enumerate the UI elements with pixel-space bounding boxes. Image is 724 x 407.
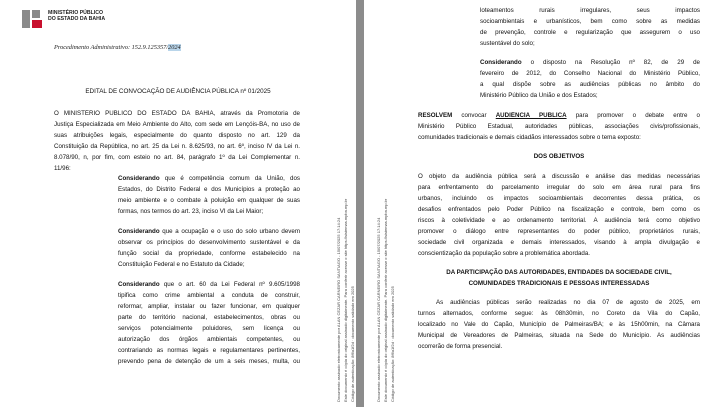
left-page-text-line: Considerando que é competência comum da União, dos — [118, 175, 300, 182]
left-page-text-line: Considerando que a ocupação e o uso do solo urbano devem — [118, 228, 300, 235]
right-page-text-line: turnos alternados, conforme segue: às 08h30min, no Coreto da Vila do Capão, — [418, 310, 700, 317]
right-page-text-line: ocorrerão de forma presencial. — [418, 343, 503, 350]
procedure-number: 152.9.125357/ — [131, 44, 169, 51]
right-page-text-line: DOS OBJETIVOS — [533, 153, 585, 160]
right-page-text-line: localizado no Vale do Capão, Município de Palmeiras/BA; e às 15h00min, na Câmara — [418, 321, 700, 328]
left-page-text-line: serviços potencialmente poluidores, sem licença ou — [118, 325, 300, 332]
right-page-text-line: riscos à coletividade e ao ordenamento territorial. A audiência terá como objetivo — [418, 217, 700, 224]
left-page-text-line: parte do território nacional, estabelecimentos, obras ou — [118, 314, 300, 321]
right-page-text-line: fevereiro de 2012, do Conselho Nacional do Ministério Público, — [480, 70, 700, 77]
left-page-text-line: autorização dos órgãos ambientais competentes, ou — [118, 336, 300, 343]
right-page-text-line: O objeto da audiência pública será a discussão e análise das medidas necessárias — [418, 173, 700, 180]
left-page-text-line: observar os princípios do desenvolvimento sustentável e da — [118, 239, 300, 246]
right-page-text-line: urbanos, incluindo os impactos socioambientais decorrentes dessa prática, os — [418, 195, 700, 202]
signature-stamp: Código de autenticação: 8f6a1f2d · documento validado em 2025 — [390, 286, 395, 402]
right-page-text-line: socioambientais e urbanísticos, bem como sobre as medidas — [480, 18, 700, 25]
left-page-text-line: tipifica como crime ambiental a conduta de construir, — [118, 292, 300, 299]
right-page-text-line: Ministério Público da União e dos Estados; — [480, 92, 598, 99]
right-page-text-line: a qual dispõe sobre as audiências públicas no âmbito do — [480, 81, 700, 88]
right-page-text-line: conscientização da população sobre a problemática abordada. — [418, 250, 590, 257]
right-page-text-line: Considerando o disposto na Resolução nº 82, de 29 de — [480, 59, 700, 66]
signature-stamp: Documento assinado eletronicamente por ALAN CEZAR CARNEIRO SANTIAGO - 15/07/2025 17:14:24 — [336, 217, 341, 402]
org-line-2: DO ESTADO DA BAHIA — [48, 16, 106, 22]
right-page-text-line: COMUNIDADES TRADICIONAIS E PESSOAS INTERESSADAS — [468, 280, 650, 287]
left-page-text-line: contrariando as normas legais e regulamentares pertinentes, — [118, 347, 300, 354]
right-page-text-line: sociedade civil organizada e demais interessados, visando à ampla divulgação e — [418, 239, 700, 246]
procedure-year-highlight: 2024 — [168, 44, 181, 51]
right-page-text-line: DA PARTICIPAÇÃO DAS AUTORIDADES, ENTIDADES DA SOCIEDADE CIVIL, — [446, 269, 672, 276]
left-page-text-line: Constituição Federal e no Estatuto da Cidade; — [118, 261, 245, 268]
right-page-text-line: loteamentos rurais irregulares, seus impactos — [480, 7, 700, 14]
procedure-label: Procedimento Administrativo: — [54, 44, 131, 51]
right-page-text-line: de prevenção, controle e regularização que assegurem o uso — [480, 29, 700, 36]
right-page-text-line: Ministério Público Estadual, autoridades públicas, associações civis/profissionais, — [418, 123, 700, 130]
signature-stamp: Este documento é cópia do original assinado digitalmente. Para conferir acesse o site https://sistemas.mpba.mp.br — [383, 198, 388, 402]
left-page-text-line: suas atribuições legais, especialmente do quanto disposto no art. 129 da — [54, 132, 300, 139]
right-page-text-line: promover o diálogo entre representantes do poder público, proprietários rurais, — [418, 228, 700, 235]
left-page-text-line: função social da propriedade, conforme estabelecido na — [118, 250, 300, 257]
org-line-1: MINISTÉRIO PÚBLICO — [48, 10, 104, 16]
left-page-text-line: O MINISTÉRIO PÚBLICO DO ESTADO DA BAHIA, através da Promotoria de — [54, 110, 300, 117]
left-page-text-line: Constituição da República, no art. 25 da Lei n. 8.625/93, no art. 6º, inciso IV da Lei n. — [54, 143, 300, 150]
left-page-text-line: 11/96: — [54, 165, 71, 172]
procedure-reference — [54, 44, 181, 51]
left-page-text-line: 8.078/90, n, por fim, com esteio no art. 84, parágrafo 1º da Lei Complementar n. — [54, 154, 300, 161]
right-page-text-line: comunidades tradicionais e demais cidadãos interessados sobre o tema exposto: — [418, 134, 641, 141]
organization-name — [48, 10, 105, 22]
right-page-text-line: sustentável do solo; — [480, 40, 535, 47]
right-page-text-line: para enfrentamento do parcelamento irregular do solo em área rural para fins — [418, 184, 700, 191]
right-page-text-line: As audiências públicas serão realizadas no dia 07 de agosto de 2025, em — [436, 299, 700, 306]
left-page-text-line: Justiça Especializada em Meio Ambiente do Alto, com sede em Lençóis-BA, no uso de — [54, 121, 300, 128]
page-gap — [356, 0, 364, 407]
left-page-text-line: Considerando que o art. 60 da Lei Federal nº 9.605/1998 — [118, 281, 300, 288]
left-page-text-line: Estados, do Distrito Federal e dos Municípios a proteção ao — [118, 186, 300, 193]
signature-stamp: Código de autenticação: 8f6a1f2d · documento validado em 2025 — [350, 286, 355, 402]
left-page-text-line: formas, nos termos do art. 23, inciso VI da Lei Maior; — [118, 208, 264, 215]
left-page-text-line: meio ambiente e o combate à poluição em qualquer de suas — [118, 197, 300, 204]
signature-stamp: Documento assinado eletronicamente por ALAN CEZAR CARNEIRO SANTIAGO - 15/07/2025 17:14:24 — [376, 217, 381, 402]
right-page-text-line: Municipal de Vereadores de Palmeiras, situada na Sede do Município. As audiências — [418, 332, 700, 339]
left-page-text-line: prevendo pena de detenção de um a seis meses, multa, ou — [118, 358, 300, 365]
edital-title: EDITAL DE CONVOCAÇÃO DE AUDIÊNCIA PÚBLICA nº 01/2025 — [85, 88, 271, 95]
mp-bahia-logo-icon — [20, 6, 44, 32]
signature-stamp: Este documento é cópia do original assinado digitalmente. Para conferir acesse o site https://sistemas.mpba.mp.br — [343, 198, 348, 402]
right-page-text-line: RESOLVEM convocar AUDIÊNCIA PÚBLICA para promover o debate entre o — [418, 112, 700, 119]
right-page-text-line: desafios enfrentados pelo Poder Público na fiscalização e controle, bem como os — [418, 206, 700, 213]
left-page-text-line: reformar, ampliar, instalar ou fazer funcionar, em qualquer — [118, 303, 300, 310]
